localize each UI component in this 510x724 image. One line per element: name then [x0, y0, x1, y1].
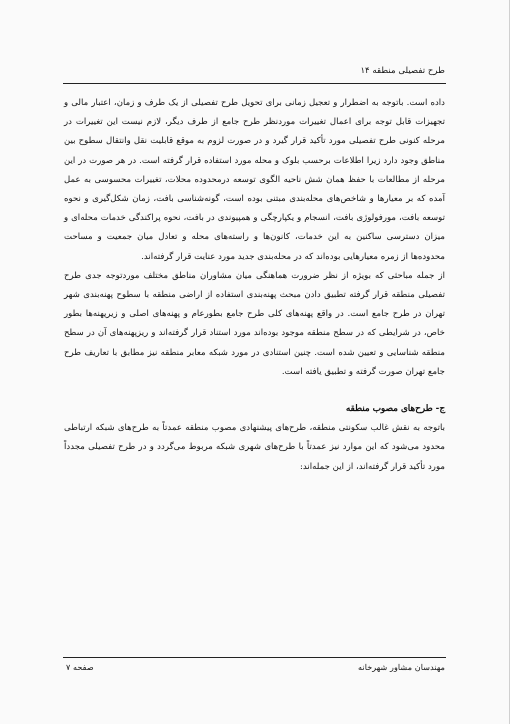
header-divider [63, 83, 446, 84]
page-number-label: صفحه ۷ [66, 662, 94, 672]
body-paragraph-3: باتوجه به نقش غالب سکونتی منطقه، طرح‌های پیشنهادی مصوب منطقه عمدتاً به طرح‌های شبکه ارتباطی محدود می‌شود که این موارد نیز عمدتاً با طرح‌های شهری شبکه مربوط می‌گردد و در طرح تفصیلی مجدداً مورد تأکید قرار گرفته‌اند، از این جمله‌اند: [64, 423, 445, 472]
section-heading: ج- طرح‌های مصوب منطقه [345, 404, 445, 415]
consultant-name: مهندسان مشاور شهرخانه [358, 662, 445, 672]
body-paragraph-1: داده است. باتوجه به اضطرار و تعجیل زمانی برای تحویل طرح تفصیلی از یک طرف و زمان، اعتبار مالی و تجهیزات قابل توجه برای اعمال تغییرات موردنظر طرح جامع از طرف دیگر، لازم نیست این تغییرات در مرحله کنونی طرح تفصیلی مورد تأکید قرار گیرد و در صورت لزوم به موقع قابلیت نقل وانتقال سطوح بین مناطق وجود دارد زیرا اطلاعات برحسب بلوک و محله مورد استفاده قرار گرفته است. در هر صورت در این مرحله از مطالعات با حفظ همان شش ناحیه الگوی توسعه درمحدوده محلات، تغییرات محسوسی به عمل آمده که بر معیارها و شاخص‌های محله‌بندی مبتنی بوده است، گونه‌شناسی بافت، زمان شکل‌گیری و نحوه توسعه بافت، مورفولوژی بافت، انسجام و یکپارچگی و همپیوندی در بافت، نحوه پراکندگی خدمات محله‌ای و میزان دسترسی ساکنین به این خدمات، کانون‌ها و راسته‌های محله و تعادل میان جمعیت و مساحت محدوده‌ها از زمره معیارهایی بوده‌اند که در محله‌بندی جدید مورد عنایت قرار گرفته‌اند. [64, 98, 445, 262]
page-header-title: طرح تفصیلی منطقه ۱۴ [360, 66, 445, 76]
body-paragraph-2: از جمله مباحثی که بویژه از نظر ضرورت هماهنگی میان مشاوران مناطق مختلف موردتوجه جدی طرح تفصیلی منطقه قرار گرفته تطبیق دادن مبحث پهنه‌بندی استفاده از اراضی منطقه با سطوح پهنه‌بندی شهر تهران در طرح جامع است. در واقع پهنه‌های کلی طرح جامع بطورعام و پهنه‌های اصلی و زیرپهنه‌ها بطور خاص، در شرایطی که در سطح منطقه موجود بوده‌اند مورد استناد قرار گرفته‌اند و ریزپهنه‌های آن در سطح منطقه شناسایی و تعیین شده است. چنین استنادی در مورد شبکه معابر منطقه نیز مطابق با تعاریف طرح جامع تهران صورت گرفته و تطبیق یافته است. [64, 270, 445, 377]
document-body [64, 94, 445, 477]
footer-divider [63, 657, 446, 658]
